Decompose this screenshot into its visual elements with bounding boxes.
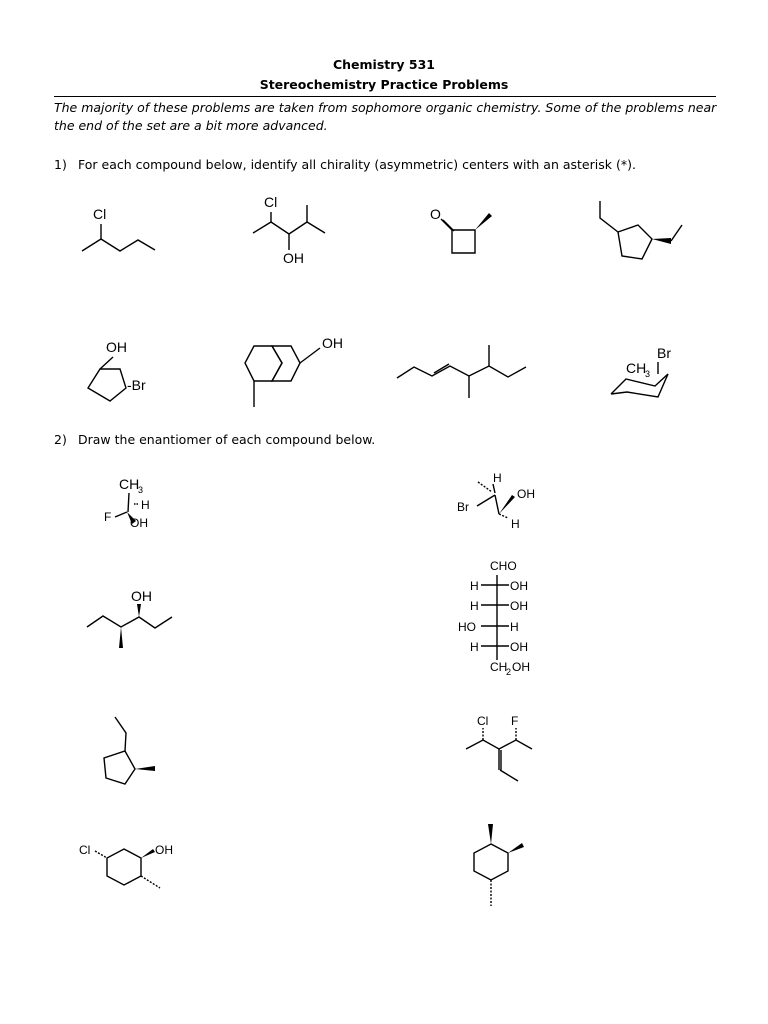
- oh-label: OH: [130, 516, 148, 530]
- br-label: -Br: [127, 377, 146, 393]
- svg-text:2: 2: [506, 667, 512, 677]
- cl-label: Cl: [477, 714, 489, 728]
- svg-text:OH: OH: [512, 660, 530, 674]
- compound-chloro-methyl-cyclohexanol: [79, 843, 173, 888]
- compound-trimethylcyclohexane: [474, 824, 524, 906]
- br-label: Br: [457, 500, 469, 514]
- compound-decalinol: [245, 335, 343, 407]
- h-label: H: [511, 517, 520, 531]
- o-label: O: [430, 206, 441, 222]
- svg-text:OH: OH: [510, 599, 528, 613]
- f-label: F: [104, 510, 112, 524]
- svg-text:H: H: [470, 579, 479, 593]
- h-label: H: [493, 471, 502, 485]
- ch3-label: CH: [119, 476, 140, 492]
- svg-text:H: H: [470, 640, 479, 654]
- compound-chloro-methyl-pentanol: [253, 194, 325, 266]
- svg-text:OH: OH: [510, 579, 528, 593]
- compound-2-chloropentane: [82, 206, 155, 251]
- document-subtitle: Stereochemistry Practice Problems: [259, 77, 509, 92]
- compound-bromo-methyl-cyclohexane-chair: [611, 345, 671, 397]
- svg-text:H: H: [510, 620, 519, 634]
- oh-label: OH: [106, 339, 127, 355]
- ch3-label: CH: [626, 360, 647, 376]
- compound-methylcyclobutanone: [430, 206, 492, 253]
- h-label: H: [141, 498, 150, 512]
- compound-diethylcyclopentane: [600, 201, 682, 259]
- compound-methyl-hexanol: [87, 588, 172, 648]
- svg-text:H: H: [470, 599, 479, 613]
- compound-fischer-fluoro: [104, 476, 150, 530]
- compound-chloro-fluoro-diene: [466, 714, 532, 781]
- f-label: F: [511, 714, 519, 728]
- cho-label: CHO: [490, 559, 517, 573]
- compound-ethyl-methylcyclopentane: [104, 717, 155, 784]
- question-1-number: 1): [54, 157, 67, 172]
- svg-text:3: 3: [138, 485, 144, 495]
- oh-label: OH: [322, 335, 343, 351]
- oh-label: OH: [517, 487, 535, 501]
- compound-bromocyclopentanol: [88, 339, 146, 401]
- svg-text:OH: OH: [510, 640, 528, 654]
- document-title: Chemistry 531: [332, 57, 436, 72]
- intro-text: The majority of these problems are taken from sophomore organic chemistry. Some of the problems near the end of the set are a bit more advanced.: [54, 100, 717, 133]
- compound-fischer-sugar: [458, 559, 530, 677]
- oh-label: OH: [131, 588, 152, 604]
- oh-label: OH: [283, 250, 304, 266]
- svg-text:3: 3: [645, 369, 651, 379]
- cl-label: Cl: [79, 843, 91, 857]
- question-1-text: For each compound below, identify all chirality (asymmetric) centers with an asterisk (*).: [78, 157, 636, 172]
- br-label: Br: [657, 345, 671, 361]
- compound-bromo-ethane-newman: [457, 471, 535, 531]
- question-2-number: 2): [54, 432, 67, 447]
- question-2-text: Draw the enantiomer of each compound below.: [78, 432, 376, 447]
- ch2oh-label: CH: [490, 660, 508, 674]
- oh-label: OH: [155, 843, 173, 857]
- cl-label: Cl: [264, 194, 278, 210]
- svg-text:HO: HO: [458, 620, 476, 634]
- cl-label: Cl: [93, 206, 107, 222]
- compound-dimethyl-octene: [397, 345, 526, 398]
